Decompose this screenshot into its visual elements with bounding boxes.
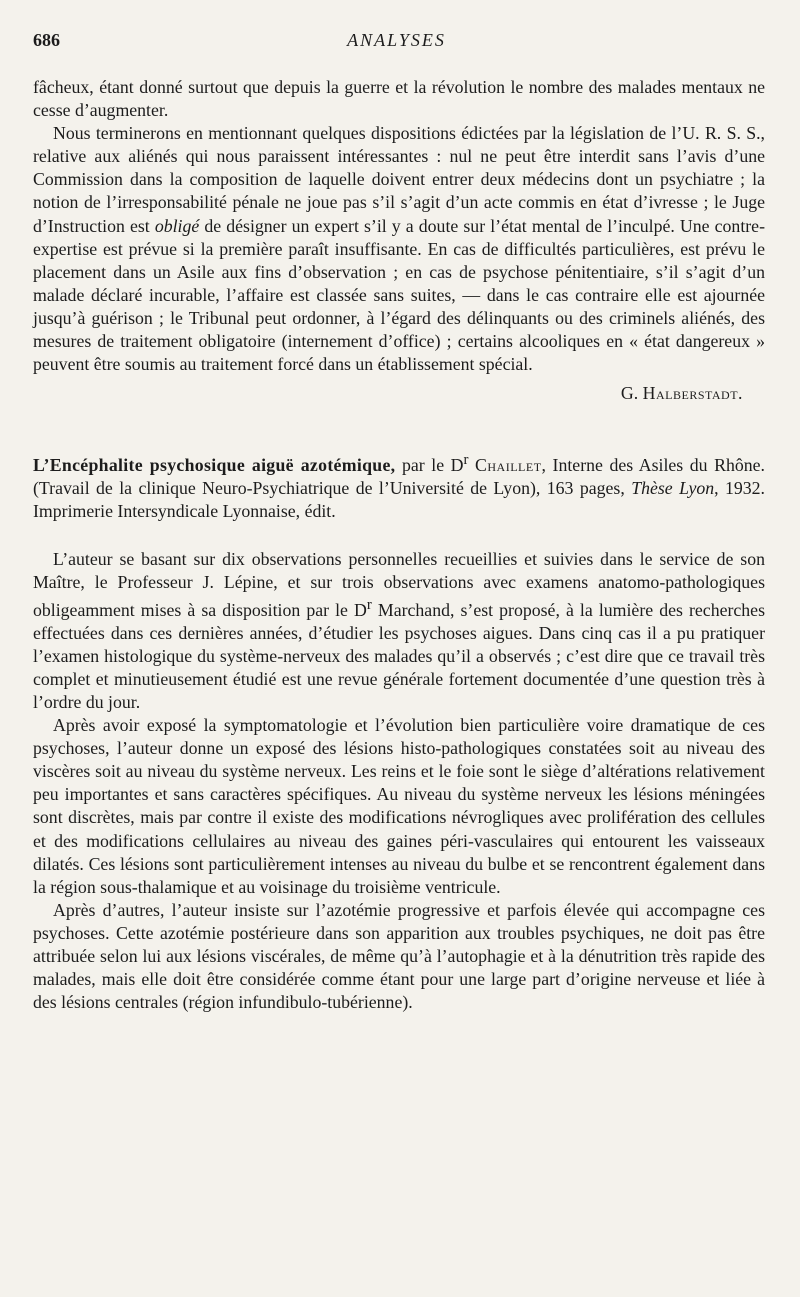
review-by: par le D	[401, 455, 464, 476]
review-details-b: , 1932. Imprimerie Intersyndicale Lyonnaise, édit.	[33, 478, 766, 522]
paragraph-legislation-text-a: Nous terminerons en mentionnant quelques dispositions édictées par la législation de l’U. R. S. S., relative aux aliénés qui nous paraissent intéressantes : nul ne peut être interdit sans l’avis d’une Commission dans la composition de laquelle doivent entrer deux médecins dont un psychiatre ; la notion de l’irresponsabilité pénale ne joue pas s’il s’agit d’un acte commis en état d’ivresse ; le Juge d’Instruction est	[33, 123, 765, 236]
signature	[33, 382, 743, 405]
review-paragraph-1-superscript: r	[366, 596, 372, 613]
review-thesis: Thèse Lyon	[631, 478, 715, 499]
continued-paragraph: fâcheux, étant donné surtout que depuis la guerre et la révolution le nombre des malades mentaux ne cesse d’augmenter.	[33, 77, 765, 121]
page-number: 686	[33, 30, 60, 50]
review-author: Chaillet	[475, 455, 542, 476]
review-paragraph-1-b: Marchand, s’est proposé, à la lumière des recherches effectuées dans ces dernières années, d’étudier les psychoses aigues. Dans cinq cas il a pu pratiquer l’examen histologique du système-nerveux des malades qu’il a observés ; c’est dire que ce travail très complet et minutieusement étudié est une revue générale fortement documentée d’une question très à l’ordre du jour.	[33, 599, 765, 712]
page-header	[33, 30, 760, 54]
review-paragraph-1	[33, 548, 765, 715]
review-by-superscript: r	[463, 452, 469, 469]
review-paragraph-1-a: L’auteur se basant sur dix observations personnelles recueillies et suivies dans le service de son Maître, le Professeur J. Lépine, et sur trois observations avec examens anatomo-pathologiques obligeamment mises à sa disposition par le D	[33, 548, 765, 620]
section-gap	[33, 405, 765, 449]
signature-name: Halberstadt.	[642, 383, 743, 404]
review-details-a: , Interne des Asiles du Rhône. (Travail de la clinique Neuro-Psychiatrique de l’Université de Lyon), 163 pages,	[33, 455, 765, 499]
review-title: L’Encéphalite psychosique aiguë azotémique,	[33, 455, 396, 476]
paragraph-legislation-text-b: de désigner un expert s’il y a doute sur l’état mental de l’inculpé. Une contre-expertise est prévue si la première paraît insuffisante. En cas de difficultés particulières, est prévu le placement dans un Asile aux fins d’observation ; en cas de psychose pénitentiaire, s’il s’agit d’un malade déclaré incurable, l’affaire est classée sans suites, — dans le cas contraire elle est ajournée jusqu’à guérison ; le Tribunal peut ordonner, à l’égard des délinquants ou des criminels aliénés, des mesures de traitement obligatoire (internement d’office) ; certains alcooliques en « état dangereux » peuvent être soumis au traitement forcé dans un établissement spécial.	[33, 215, 765, 375]
review-paragraph-2: Après avoir exposé la symptomatologie et l’évolution bien particulière voire dramatique de ces psychoses, l’auteur donne un exposé des lésions histo-pathologiques constatées soit au niveau des viscères soit au niveau du système nerveux. Les reins et le foie sont le siège d’altérations relativement peu importantes et sans caractères spécifiques. Au niveau du système nerveux les lésions méningées sont discrètes, mais par contre il existe des modifications névrogliques avec prolifération des cellules et des modifications cellulaires au niveau des gaines péri-vasculaires qui entourent les vaisseaux dilatés. Ces lésions sont particulièrement intenses au niveau du bulbe et se rencontrent également dans la région sous-thalamique et au voisinage du troisième ventricule.	[33, 715, 765, 897]
review-heading	[33, 449, 765, 523]
emphasis-oblige: obligé	[154, 215, 200, 236]
paragraph-legislation	[33, 122, 765, 376]
page-body	[33, 76, 765, 1014]
review-paragraph-3: Après d’autres, l’auteur insiste sur l’azotémie progressive et parfois élevée qui accompagne ces psychoses. Cette azotémie postérieure dans son apparition aux troubles psychiques, ne doit pas être attribuée selon lui aux lésions viscérales, de même qu’à l’autophagie et à la dénutrition très rapide des malades, mais elle doit être considérée comme étant pour une large part d’origine nerveuse et liée à des lésions centrales (région infundibulo-tubérienne).	[33, 899, 765, 1013]
running-title: ANALYSES	[347, 30, 446, 50]
signature-initial: G.	[620, 383, 639, 404]
section-gap-2	[33, 524, 765, 548]
